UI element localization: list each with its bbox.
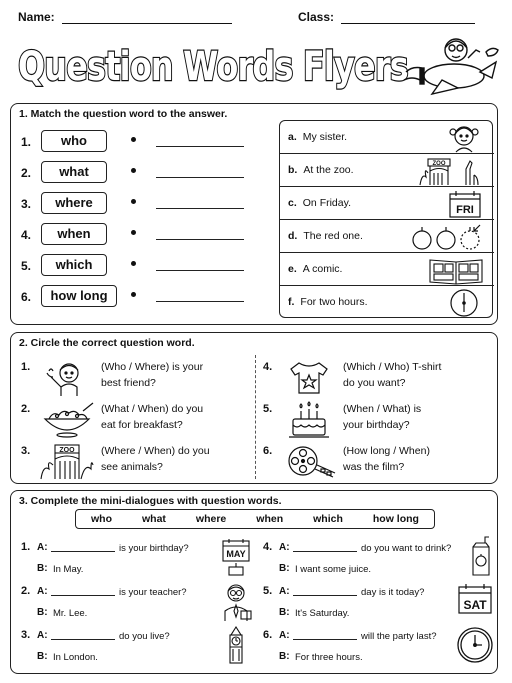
word-bank-item: which: [313, 513, 343, 525]
match-row: [21, 161, 261, 185]
dialogue: [263, 541, 495, 581]
zoo-sign-label: ZOO: [59, 447, 75, 454]
speaker-b: B:: [37, 651, 48, 662]
answer-blank[interactable]: [51, 595, 115, 596]
dialogue-b-text: It's Saturday.: [295, 608, 350, 619]
item-number: 2.: [21, 585, 31, 597]
item-number: 1.: [21, 135, 32, 149]
question-word-box: what: [41, 161, 107, 183]
answer-blank[interactable]: [293, 551, 357, 552]
question-line1[interactable]: (Who / Where) is your: [101, 361, 204, 373]
may-calendar-icon: [219, 537, 253, 577]
question-line2: see animals?: [101, 461, 163, 473]
question-word-box: who: [41, 130, 107, 152]
section-circle: [10, 332, 498, 484]
film-reel-icon: [281, 443, 337, 481]
answer-line[interactable]: [156, 146, 244, 147]
speaker-a: A:: [279, 586, 290, 597]
answer-letter: e.: [288, 263, 297, 275]
item-number: 3.: [21, 629, 31, 641]
answer-line[interactable]: [156, 270, 244, 271]
answer-letter: b.: [288, 164, 298, 176]
item-number: 2.: [21, 166, 32, 180]
wall-clock-icon: [455, 625, 495, 665]
boy-waving-icon: [39, 359, 95, 397]
answer-option[interactable]: [280, 253, 494, 286]
dialogue-b-text: I want some juice.: [295, 564, 372, 575]
match-dot[interactable]: [131, 199, 136, 204]
question-line1[interactable]: (Where / When) do you: [101, 445, 210, 457]
item-number: 1.: [21, 361, 31, 373]
dialogue-a-text: will the party last?: [361, 631, 437, 642]
zoo-icon: [416, 155, 486, 186]
airplane-pilot-icon: [402, 28, 502, 100]
question-line2: was the film?: [343, 461, 405, 473]
sat-calendar-icon: [455, 581, 495, 621]
item-number: 6.: [263, 445, 273, 457]
class-field: [298, 10, 475, 24]
circle-question: [21, 401, 251, 441]
item-number: 3.: [21, 445, 31, 457]
dialogue-a-text: is your teacher?: [119, 587, 187, 598]
big-ben-icon: [219, 625, 253, 665]
answer-letter: f.: [288, 296, 295, 308]
item-number: 1.: [21, 541, 31, 553]
name-field: [18, 10, 232, 24]
word-bank-item: where: [195, 513, 227, 525]
answer-blank[interactable]: [51, 639, 115, 640]
item-number: 4.: [263, 541, 273, 553]
section3-title: 3. Complete the mini-dialogues with question words.: [19, 495, 282, 507]
circle-question: [263, 401, 493, 441]
svg-text:ZOO: ZOO: [432, 161, 446, 167]
question-word-box: when: [41, 223, 107, 245]
item-number: 6.: [21, 290, 32, 304]
worksheet-title: [14, 30, 414, 94]
item-number: 3.: [21, 197, 32, 211]
dialogue-b-text: In May.: [53, 564, 84, 575]
match-dot[interactable]: [131, 261, 136, 266]
class-label: Class:: [298, 10, 335, 24]
class-line[interactable]: [341, 12, 475, 24]
section-match: [10, 103, 498, 325]
answer-text: The red one.: [303, 230, 363, 242]
comic-book-icon: [426, 254, 486, 285]
dialogue-a-text: is your birthday?: [119, 543, 189, 554]
answer-line[interactable]: [156, 301, 244, 302]
answer-text: A comic.: [302, 263, 343, 275]
answer-line[interactable]: [156, 239, 244, 240]
answer-letter: c.: [288, 197, 297, 209]
item-number: 5.: [263, 403, 273, 415]
answer-text: At the zoo.: [303, 164, 354, 176]
answer-option[interactable]: [280, 220, 494, 253]
match-dot[interactable]: [131, 137, 136, 142]
question-line1[interactable]: (When / What) is: [343, 403, 422, 415]
answer-blank[interactable]: [293, 639, 357, 640]
word-bank-item: what: [142, 513, 166, 525]
item-number: 4.: [263, 361, 273, 373]
question-line1[interactable]: (Which / Who) T-shirt: [343, 361, 442, 373]
circle-question: [21, 443, 251, 483]
answer-line[interactable]: [156, 177, 244, 178]
dialogue-a-text: day is it today?: [361, 587, 425, 598]
answer-blank[interactable]: [51, 551, 115, 552]
girl-icon: [442, 122, 486, 153]
word-bank-item: who: [91, 513, 112, 525]
answer-option[interactable]: [280, 154, 494, 187]
answer-option[interactable]: [280, 187, 494, 220]
word-bank: [75, 509, 435, 529]
question-word-box: where: [41, 192, 107, 214]
speaker-b: B:: [279, 563, 290, 574]
tshirt-icon: [281, 359, 337, 397]
question-line1[interactable]: (How long / When): [343, 445, 430, 457]
speaker-a: A:: [37, 630, 48, 641]
match-dot[interactable]: [131, 168, 136, 173]
speaker-b: B:: [37, 563, 48, 574]
calendar-icon: [442, 188, 486, 219]
answer-text: On Friday.: [302, 197, 351, 209]
speaker-b: B:: [37, 607, 48, 618]
word-bank-item: when: [256, 513, 284, 525]
question-line1[interactable]: (What / When) do you: [101, 403, 204, 415]
match-row: [21, 223, 261, 247]
match-dot[interactable]: [131, 230, 136, 235]
section-dialogues: [10, 490, 498, 674]
match-dot[interactable]: [131, 292, 136, 297]
calendar-label: MAY: [226, 549, 246, 559]
item-number: 5.: [21, 259, 32, 273]
match-row: [21, 254, 261, 278]
match-row: [21, 130, 261, 154]
question-word-box: which: [41, 254, 107, 276]
dialogue: [21, 629, 253, 669]
dialogue: [263, 585, 495, 625]
match-row: [21, 192, 261, 216]
match-row: [21, 285, 261, 309]
item-number: 4.: [21, 228, 32, 242]
speaker-a: A:: [37, 542, 48, 553]
answer-letter: a.: [288, 131, 297, 143]
section2-title: 2. Circle the correct question word.: [19, 337, 195, 349]
answer-line[interactable]: [156, 208, 244, 209]
dialogue-a-text: do you live?: [119, 631, 170, 642]
apples-icon: [410, 221, 486, 252]
teacher-icon: [219, 581, 253, 621]
answer-text: For two hours.: [300, 296, 368, 308]
circle-question: [21, 359, 251, 399]
answer-options-box: [279, 120, 493, 318]
item-number: 2.: [21, 403, 31, 415]
clock-icon: [442, 287, 486, 318]
dialogue-b-text: Mr. Lee.: [53, 608, 88, 619]
speaker-b: B:: [279, 607, 290, 618]
speaker-b: B:: [279, 651, 290, 662]
speaker-a: A:: [279, 630, 290, 641]
name-label: Name:: [18, 10, 55, 24]
question-line2: do you want?: [343, 377, 406, 389]
answer-blank[interactable]: [293, 595, 357, 596]
circle-question: [263, 443, 493, 483]
dialogue: [21, 541, 253, 581]
speaker-a: A:: [279, 542, 290, 553]
calendar-label: SAT: [463, 598, 487, 612]
section1-title: 1. Match the question word to the answer.: [19, 108, 228, 120]
dialogue-b-text: In London.: [53, 652, 98, 663]
item-number: 5.: [263, 585, 273, 597]
divider: [255, 355, 256, 479]
dialogue: [263, 629, 495, 669]
answer-option[interactable]: [280, 286, 494, 319]
calendar-label: FRI: [456, 204, 474, 216]
item-number: 6.: [263, 629, 273, 641]
dialogue: [21, 585, 253, 625]
answer-option[interactable]: [280, 121, 494, 154]
question-line2: your birthday?: [343, 419, 410, 431]
question-line2: best friend?: [101, 377, 156, 389]
cereal-bowl-icon: [39, 401, 95, 439]
birthday-cake-icon: [281, 401, 337, 439]
dialogue-b-text: For three hours.: [295, 652, 363, 663]
speaker-a: A:: [37, 586, 48, 597]
question-line2: eat for breakfast?: [101, 419, 183, 431]
juice-box-icon: [465, 537, 495, 577]
circle-question: [263, 359, 493, 399]
answer-letter: d.: [288, 230, 298, 242]
zoo-gate-icon: [39, 443, 95, 481]
answer-text: My sister.: [302, 131, 348, 143]
name-line[interactable]: [62, 12, 232, 24]
word-bank-item: how long: [372, 513, 419, 525]
question-word-box: how long: [41, 285, 117, 307]
dialogue-a-text: do you want to drink?: [361, 543, 452, 554]
title-text: Question Words Flyers: [18, 44, 408, 90]
